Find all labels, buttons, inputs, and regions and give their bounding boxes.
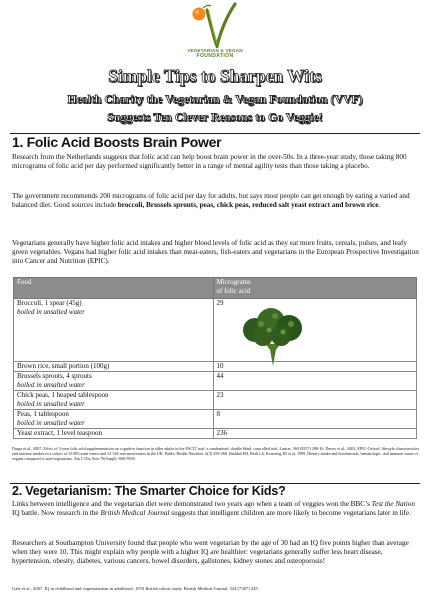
section2-paragraph-1-c: suggests that intelligent children are more likely to become vegetarians later in life. xyxy=(169,509,411,518)
broccoli-image xyxy=(233,306,311,368)
table-cell-food xyxy=(14,391,214,410)
vvf-logo xyxy=(0,2,430,59)
section2-paragraph-1 xyxy=(12,500,422,518)
section2-footnote: Gale et al., 2007. IQ in childhood and vegetarianism in adulthood: 1970 British cohort study. British Medical Journal. 334 (7587) 245. xyxy=(12,586,259,591)
section1-paragraph-2-text: The government recommends 200 micrograms of folic acid per day for adults, but says most people can get enough by eating a varied and balanced diet. Good sources include xyxy=(12,192,410,210)
table-food-prep: boiled in unsalted water xyxy=(17,419,85,427)
table-food-prep: boiled in unsalted water xyxy=(17,381,85,389)
table-cell-value: 23 xyxy=(213,391,417,410)
logo-line-1: VEGETARIAN & VEGAN xyxy=(187,48,243,53)
bmj-italic: British Medical Journal xyxy=(100,509,170,518)
subtitle-1-text: Health Charity the Vegetarian & Vegan Foundation (VVF) xyxy=(67,92,363,106)
subtitle-2-text: Suggests Ten Clever Reasons to Go Veggie! xyxy=(107,110,323,124)
table-food-name: Chick peas, 1 heaped tablespoon xyxy=(17,391,109,399)
table-cell-food xyxy=(14,410,214,429)
table-cell-value: 236 xyxy=(213,429,417,439)
section1-paragraph-3: Vegetarians generally have higher folic acid intakes and higher blood levels of folic acid as they eat more fruits, cereals, pulses, and leafy green vegetables. Vegans had higher folic acid intakes than meat-eaters, fish-eaters and vegetarians in the European Prospective Investigation into Cancer and Nutrition (EPIC). xyxy=(12,239,419,266)
table-cell-food xyxy=(14,372,214,391)
section1-paragraph-1: Research from the Netherlands suggests that folic acid can help boost brain power in the over-50s. In a three-year study, those taking 800 micrograms of folic acid per day performed significantly better in a range of mental agility tests than those taking a placebo. xyxy=(12,153,407,171)
section2-paragraph-2: Researchers at Southampton University found that people who went vegetarian by the age of 30 had an IQ five points higher than average when they were 10. This might explain why people with a higher IQ are healthier: vegetarians generally suffer less heart disease, hypertension, obesity, diabetes, various cancers, bowel disorders, gallstones, kidney stones and osteoporosis! xyxy=(12,539,409,566)
table-row xyxy=(14,372,417,391)
section1-paragraph-2 xyxy=(12,192,422,210)
table-header-row xyxy=(14,278,417,299)
section1-paragraph-2-end: . xyxy=(378,201,381,210)
table-header-food: Food xyxy=(14,278,214,299)
table-food-prep: boiled in unsalted water xyxy=(17,308,85,316)
table-row xyxy=(14,299,417,362)
folic-acid-table xyxy=(13,277,417,439)
table-cell-value: 29 xyxy=(213,299,417,362)
section1-heading: 1. Folic Acid Boosts Brain Power xyxy=(12,134,222,150)
table-row xyxy=(14,410,417,429)
table-header-micrograms-line1: Micrograms xyxy=(216,278,251,286)
table-header-micrograms xyxy=(213,278,417,299)
table-food-name: Broccoli, 1 spear (45g) xyxy=(17,299,82,307)
folic-sources-bold: broccoli, Brussels sprouts, peas, chick peas, reduced salt yeast extract and brown rice xyxy=(117,201,379,210)
test-the-nation-italic: Test the Nation xyxy=(371,500,415,508)
table-cell-value: 10 xyxy=(213,362,417,372)
section2-heading: 2. Vegetarianism: The Smarter Choice for Kids? xyxy=(12,484,286,498)
subtitle-1 xyxy=(0,92,430,106)
table-cell-value: 8 xyxy=(213,410,417,429)
table-cell-food: Yeast extract, 1 level teaspoon xyxy=(14,429,214,439)
page-title xyxy=(0,66,430,86)
logo-v-icon xyxy=(185,2,245,48)
page-title-text: Simple Tips to Sharpen Wits xyxy=(108,66,322,86)
table-food-name: Brussels sprouts, 4 sprouts xyxy=(17,372,92,380)
table-cell-food: Brown rice, small portion (100g) xyxy=(14,362,214,372)
table-row xyxy=(14,429,417,439)
table-row xyxy=(14,391,417,410)
subtitle-2 xyxy=(0,110,430,124)
logo-line-2: FOUNDATION xyxy=(196,53,234,59)
section2-paragraph-1-a: Links between intelligence and the vegetarian diet were demonstrated two years ago when a team of veggies won the BBC’s xyxy=(12,500,372,508)
table-food-name: Peas, 1 tablespoon xyxy=(17,410,69,418)
table-header-micrograms-line2: of folic acid xyxy=(216,287,251,295)
section2-paragraph-1-b: IQ battle. Now research in the xyxy=(12,509,101,518)
table-cell-value: 44 xyxy=(213,372,417,391)
table-cell-food xyxy=(14,299,214,362)
section1-references: Durga et al., 2007. Effect of 3-year folic acid supplementation on cognitive function in older adults in the FACIT trial: a randomised, double blind, controlled trial. Lancet. 369 (9557) 208-16. Davey et al., 2002. EPIC-Oxford: lifestyle characteristics and nutrient intakes in a cohort of 33 883 meat-eaters and 31 546 non meat-eaters in the UK. Public Health Nutrition. 6(3) 259-268. Haddad EH, Berk LS, Kettering JD et al, 1999. Dietary intake and biochemical, hematologic, and immune status of vegans compared to non-vegetarians. Am J Clin Nutr 70(Suppl): 86S-593S. xyxy=(12,446,420,461)
table-food-prep: boiled in unsalted water xyxy=(17,400,85,408)
table-row xyxy=(14,362,417,372)
